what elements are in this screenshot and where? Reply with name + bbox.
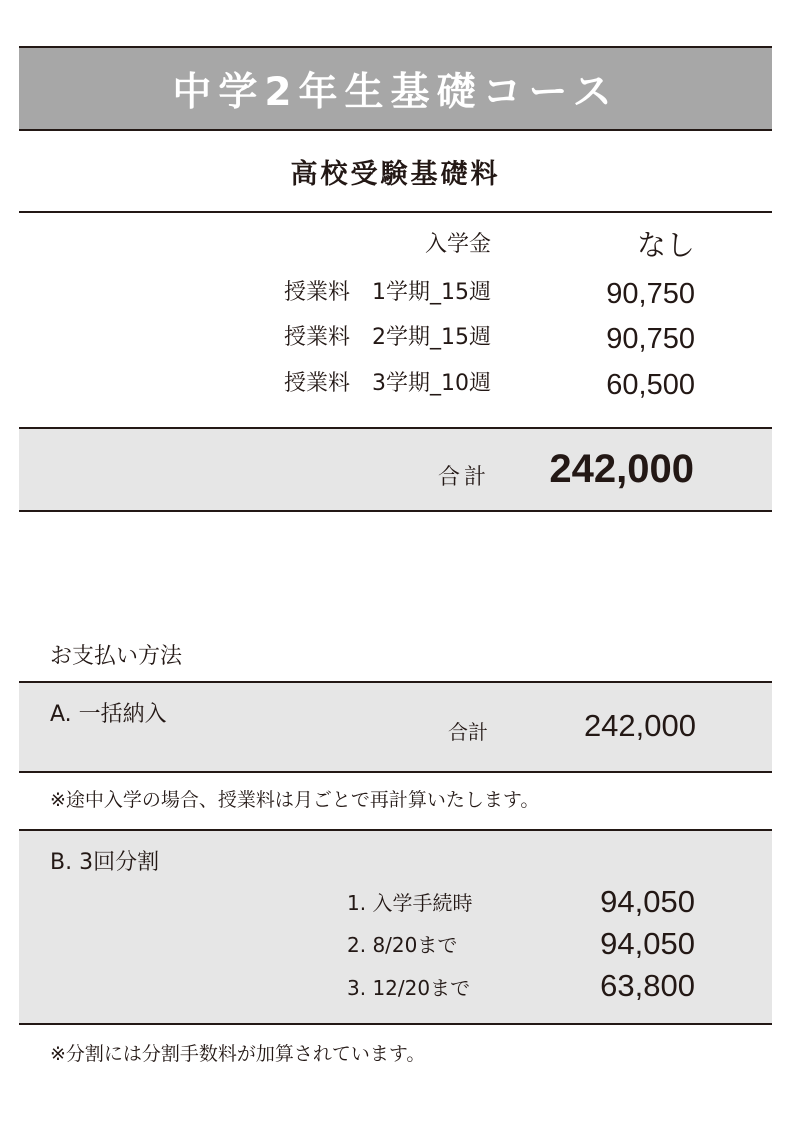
total-panel: [19, 429, 772, 510]
fee-label-admission: 入学金: [424, 232, 491, 257]
fee-value-term3: 60,500: [606, 369, 695, 401]
installments-note: ※分割には分割手数料が加算されています。: [50, 1043, 426, 1065]
installment-value-3: 63,800: [600, 968, 695, 1003]
course-title: 中学2年生基礎コース: [172, 70, 619, 115]
title-bottom-rule: [19, 129, 772, 131]
fee-label-term1: 授業料 1学期_15週: [284, 280, 491, 305]
lump-sum-total-value: 242,000: [583, 708, 696, 743]
fee-section-title: 高校受験基礎料: [290, 159, 501, 190]
lump-sum-total-label: 合計: [448, 720, 488, 744]
lump-sum-panel: [19, 683, 772, 772]
total-label: 合計: [437, 465, 490, 490]
fee-value-admission: なし: [636, 230, 695, 262]
fee-value-term1: 90,750: [606, 278, 695, 310]
lump-sum-note: ※途中入学の場合、授業料は月ごとで再計算いたします。: [50, 789, 540, 811]
installment-value-1: 94,050: [600, 884, 695, 919]
installments-label: B. 3回分割: [50, 850, 160, 875]
installment-label-2: 2. 8/20まで: [347, 933, 458, 957]
fee-value-term2: 90,750: [606, 323, 695, 355]
total-value: 242,000: [549, 447, 694, 491]
installment-label-1: 1. 入学手続時: [347, 891, 473, 915]
installment-label-3: 3. 12/20まで: [347, 976, 471, 1000]
installments-bottom-rule: [19, 1023, 772, 1025]
lump-sum-label: A. 一括納入: [50, 702, 167, 727]
course-title-bar: [19, 48, 772, 130]
fee-label-term2: 授業料 2学期_15週: [284, 325, 491, 350]
fee-section-rule: [19, 211, 772, 213]
total-bottom-rule: [19, 510, 772, 512]
installment-value-2: 94,050: [600, 926, 695, 961]
fee-label-term3: 授業料 3学期_10週: [284, 371, 491, 396]
payment-heading: お支払い方法: [50, 644, 183, 669]
lump-sum-bottom-rule: [19, 771, 772, 773]
